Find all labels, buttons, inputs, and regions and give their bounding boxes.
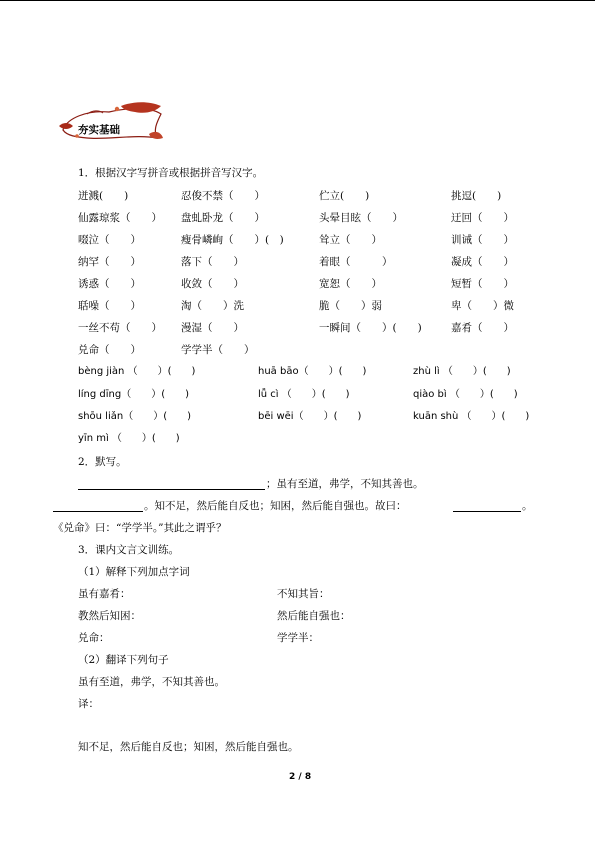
q1-cell: 短暂（ ） xyxy=(451,278,514,290)
q2-line2-end: 。 xyxy=(522,500,533,512)
q1-pinyin-cell: kuān shù （ ）( ) xyxy=(413,411,530,422)
q1-cell: 收敛（ ） xyxy=(181,278,244,290)
q1-pinyin-cell: huā bāo（ ）( ) xyxy=(258,366,367,377)
q2-blank-1[interactable] xyxy=(78,489,265,490)
q1-pinyin-cell: líng dīng（ ）( ) xyxy=(78,389,190,400)
q2-line3-text: 《兑命》曰：“学学半。”其此之谓乎？ xyxy=(53,522,227,534)
q3-sentence-1: 虽有至道，弗学，不知其善也。 xyxy=(78,676,225,688)
q2-line2-text: 。知不足，然后能自反也；知困，然后能自强也。故曰： xyxy=(144,500,407,512)
q1-pinyin-cell: lǚ cì （ ）( ) xyxy=(258,389,350,400)
q3-item: 教然后知困： xyxy=(78,610,141,622)
q3-item: 然后能自强也： xyxy=(277,610,351,622)
q1-cell: 宽恕（ ） xyxy=(319,278,382,290)
q1-cell: 纳罕（ ） xyxy=(78,256,141,268)
q2-heading: 2．默写。 xyxy=(78,456,127,468)
q1-cell: 一丝不苟（ ） xyxy=(78,322,162,334)
q1-cell: 漫湿（ ） xyxy=(181,322,244,334)
q1-cell: 脆（ ）弱 xyxy=(319,300,382,312)
q1-cell: 兑命（ ） xyxy=(78,344,141,356)
q2-line1-text: ；虽有至道，弗学，不知其善也。 xyxy=(266,478,424,490)
q3-heading: 3．课内文言文训练。 xyxy=(78,544,180,556)
page-number: 2 / 8 xyxy=(289,772,312,782)
q1-cell: 啜泣（ ） xyxy=(78,234,141,246)
q1-cell: 凝成（ ） xyxy=(451,256,514,268)
q1-cell: 迸溅( ) xyxy=(78,190,129,202)
q3-item: 不知其旨： xyxy=(277,588,330,600)
q1-cell: 嘉肴（ ） xyxy=(451,322,514,334)
q1-pinyin-cell: shōu liǎn（ ）( ) xyxy=(78,411,192,422)
q1-heading: 1．根据汉字写拼音或根据拼音写汉字。 xyxy=(78,167,264,179)
q1-pinyin-cell: bēi wēi（ ）( ) xyxy=(258,411,362,422)
q1-cell: 一瞬间（ ）( ) xyxy=(319,322,422,334)
q1-cell: 忍俊不禁（ ） xyxy=(181,190,265,202)
q1-cell: 耸立（ ） xyxy=(319,234,382,246)
q1-cell: 淘（ ）洗 xyxy=(181,300,244,312)
q3-translate-label: 译： xyxy=(78,698,99,710)
q1-cell: 聒噪（ ） xyxy=(78,300,141,312)
q1-cell: 落下（ ） xyxy=(181,256,244,268)
q1-cell: 着眼（ ） xyxy=(319,256,393,268)
q1-cell: 卑（ ）微 xyxy=(451,300,514,312)
q1-cell: 挑逗( ) xyxy=(451,190,502,202)
q3-item: 虽有嘉肴： xyxy=(78,588,131,600)
top-rule xyxy=(0,0,595,1)
q2-blank-2[interactable] xyxy=(53,511,143,512)
section-title: 夯实基础 xyxy=(78,124,120,136)
q3-item: 学学半： xyxy=(277,632,319,644)
q1-cell: 瘦骨嶙峋（ ）( ) xyxy=(181,234,284,246)
q1-cell: 头晕目眩（ ） xyxy=(319,212,403,224)
q2-blank-3[interactable] xyxy=(453,511,521,512)
q1-pinyin-cell: bèng jiàn （ ）( ) xyxy=(78,366,196,377)
q3-sub1: （1）解释下列加点字词 xyxy=(78,566,190,578)
q1-pinyin-cell: zhù lì （ ）( ) xyxy=(413,366,511,377)
q3-sentence-2: 知不足，然后能自反也；知困，然后能自强也。 xyxy=(78,741,299,753)
q1-cell: 仙露琼浆（ ） xyxy=(78,212,162,224)
q1-pinyin-cell: yīn mì （ ）( ) xyxy=(78,433,180,444)
q1-cell: 盘虬卧龙（ ） xyxy=(181,212,265,224)
q3-item: 兑命： xyxy=(78,632,110,644)
q1-cell: 迂回（ ） xyxy=(451,212,514,224)
q1-cell: 诱惑（ ） xyxy=(78,278,141,290)
q1-cell: 训诫（ ） xyxy=(451,234,514,246)
q1-pinyin-cell: qiào bì （ ）( ) xyxy=(413,389,518,400)
q1-cell: 学学半（ ） xyxy=(181,344,255,356)
q1-cell: 伫立( ) xyxy=(319,190,370,202)
q3-sub2: （2）翻译下列句子 xyxy=(78,654,169,666)
